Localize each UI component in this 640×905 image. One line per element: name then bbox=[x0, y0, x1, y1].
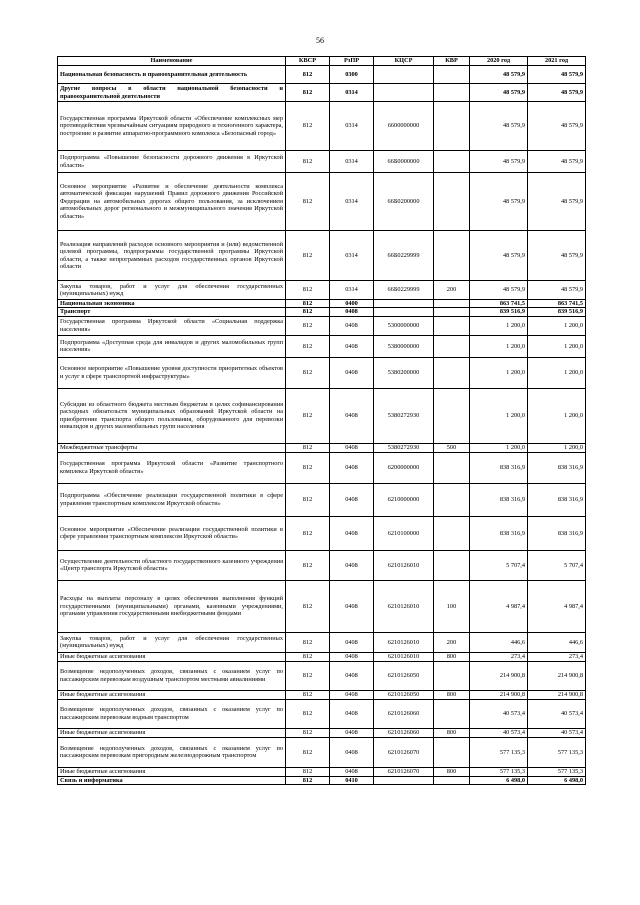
table-cell-2021: 4 987,4 bbox=[528, 580, 586, 632]
table-cell-2021: 839 516,9 bbox=[528, 308, 586, 316]
table-cell-kvr bbox=[434, 335, 470, 357]
table-cell-kvr bbox=[434, 151, 470, 173]
table-cell-kvsr: 812 bbox=[286, 652, 330, 661]
table-cell-2020: 40 573,4 bbox=[470, 728, 528, 737]
table-cell-kcsr: 6210000000 bbox=[374, 483, 434, 516]
table-cell-rzpr: 0410 bbox=[330, 776, 374, 784]
column-header-kvsr: КВСР bbox=[286, 57, 330, 66]
table-cell-2021: 48 579,9 bbox=[528, 281, 586, 300]
table-cell-kcsr: 6210126010 bbox=[374, 632, 434, 652]
table-row bbox=[58, 661, 586, 690]
table-cell-2020: 48 579,9 bbox=[470, 231, 528, 281]
table-cell-name: Другие вопросы в области национальной безопасности и правоохранительной деятельности bbox=[58, 84, 286, 102]
table-cell-kvr bbox=[434, 102, 470, 151]
table-cell-kvr bbox=[434, 231, 470, 281]
table-cell-2021: 48 579,9 bbox=[528, 102, 586, 151]
table-cell-2021: 5 707,4 bbox=[528, 550, 586, 580]
table-cell-name: Подпрограмма «Доступная среда для инвалидов и других маломобильных групп населения» bbox=[58, 335, 286, 357]
table-cell-rzpr: 0408 bbox=[330, 580, 374, 632]
table-cell-name: Основное мероприятие «Повышение уровня доступности приоритетных объектов и услуг в сфере транспортной инфраструктуры» bbox=[58, 357, 286, 388]
column-header-2021: 2021 год bbox=[528, 57, 586, 66]
table-cell-rzpr: 0408 bbox=[330, 632, 374, 652]
table-cell-2020: 838 316,9 bbox=[470, 483, 528, 516]
table-cell-kvsr: 812 bbox=[286, 661, 330, 690]
table-row bbox=[58, 300, 586, 308]
column-header-rzpr: РзПР bbox=[330, 57, 374, 66]
table-cell-name: Закупка товаров, работ и услуг для обеспечения государственных (муниципальных) нужд bbox=[58, 632, 286, 652]
table-row bbox=[58, 66, 586, 84]
table-cell-2020: 214 900,8 bbox=[470, 690, 528, 699]
table-cell-kvsr: 812 bbox=[286, 443, 330, 452]
table-cell-name: Расходы на выплаты персоналу в целях обеспечения выполнения функций государственными (муниципальными) органами, казенными учреждениями, органами управления государственными внебюджетными фондами bbox=[58, 580, 286, 632]
table-cell-rzpr: 0408 bbox=[330, 308, 374, 316]
table-cell-2021: 577 135,3 bbox=[528, 737, 586, 767]
table-cell-kcsr: 5300000000 bbox=[374, 316, 434, 335]
table-cell-kcsr: 6210126070 bbox=[374, 767, 434, 776]
table-cell-kvsr: 812 bbox=[286, 151, 330, 173]
table-cell-kcsr: 5380000000 bbox=[374, 335, 434, 357]
table-cell-rzpr: 0314 bbox=[330, 173, 374, 231]
table-cell-kvr bbox=[434, 316, 470, 335]
table-cell-kvsr: 812 bbox=[286, 308, 330, 316]
table-cell-kvr: 100 bbox=[434, 580, 470, 632]
column-header-kcsr: КЦСР bbox=[374, 57, 434, 66]
table-cell-2021: 48 579,9 bbox=[528, 231, 586, 281]
table-cell-2021: 214 900,8 bbox=[528, 690, 586, 699]
table-cell-rzpr: 0408 bbox=[330, 550, 374, 580]
table-cell-2021: 48 579,9 bbox=[528, 66, 586, 84]
table-cell-kvr bbox=[434, 300, 470, 308]
table-cell-name: Основное мероприятие «Развитие и обеспечение деятельности комплекса автоматической фиксации нарушений Правил дорожного движения Российской Федерации на автомобильных дорогах общего пользования, за исключением автомобильных дорог регионального и межмуниципального значения Иркутской области» bbox=[58, 173, 286, 231]
table-row bbox=[58, 728, 586, 737]
table-cell-kcsr: 6600000000 bbox=[374, 102, 434, 151]
table-cell-2020: 6 498,0 bbox=[470, 776, 528, 784]
table-cell-name: Возмещение недополученных доходов, связанных с оказанием услуг по пассажирским перевозкам воздушным транспортом местными авиалиниями bbox=[58, 661, 286, 690]
table-cell-name: Связь и информатика bbox=[58, 776, 286, 784]
table-cell-kvsr: 812 bbox=[286, 173, 330, 231]
table-cell-kcsr: 66Б0229999 bbox=[374, 281, 434, 300]
table-row bbox=[58, 316, 586, 335]
table-cell-2020: 838 316,9 bbox=[470, 516, 528, 550]
table-body bbox=[58, 66, 586, 785]
table-cell-2021: 1 200,0 bbox=[528, 335, 586, 357]
table-cell-2020: 1 200,0 bbox=[470, 443, 528, 452]
table-cell-kcsr: 6210126050 bbox=[374, 661, 434, 690]
table-cell-kvsr: 812 bbox=[286, 66, 330, 84]
table-cell-kcsr: 6210100000 bbox=[374, 516, 434, 550]
table-cell-2021: 1 200,0 bbox=[528, 388, 586, 443]
table-cell-kvsr: 812 bbox=[286, 737, 330, 767]
page-number: 56 bbox=[316, 36, 324, 45]
table-cell-rzpr: 0408 bbox=[330, 737, 374, 767]
table-row bbox=[58, 737, 586, 767]
table-cell-name: Государственная программа Иркутской области «Развитие транспортного комплекса Иркутской области» bbox=[58, 452, 286, 483]
table-header-row bbox=[58, 57, 586, 66]
table-row bbox=[58, 483, 586, 516]
table-row bbox=[58, 550, 586, 580]
table-cell-kvr bbox=[434, 737, 470, 767]
table-cell-kvr: 200 bbox=[434, 632, 470, 652]
table-cell-name: Возмещение недополученных доходов, связанных с оказанием услуг по пассажирским перевозкам пригородным железнодорожным транспортом bbox=[58, 737, 286, 767]
table-cell-rzpr: 0314 bbox=[330, 102, 374, 151]
table-cell-rzpr: 0314 bbox=[330, 231, 374, 281]
table-cell-name: Иные бюджетные ассигнования bbox=[58, 767, 286, 776]
table-cell-kcsr bbox=[374, 66, 434, 84]
table-cell-kvsr: 812 bbox=[286, 231, 330, 281]
table-cell-kvr bbox=[434, 308, 470, 316]
table-cell-kcsr: 6210126060 bbox=[374, 699, 434, 728]
table-cell-rzpr: 0408 bbox=[330, 767, 374, 776]
table-cell-kvsr: 812 bbox=[286, 102, 330, 151]
table-cell-kvr: 200 bbox=[434, 281, 470, 300]
table-row bbox=[58, 652, 586, 661]
table-cell-2020: 48 579,9 bbox=[470, 281, 528, 300]
table-row bbox=[58, 231, 586, 281]
table-cell-2020: 273,4 bbox=[470, 652, 528, 661]
table-cell-rzpr: 0408 bbox=[330, 388, 374, 443]
table-cell-name: Иные бюджетные ассигнования bbox=[58, 652, 286, 661]
table-cell-rzpr: 0408 bbox=[330, 661, 374, 690]
table-cell-kcsr: 6210126070 bbox=[374, 737, 434, 767]
table-cell-name: Транспорт bbox=[58, 308, 286, 316]
table-cell-kvr bbox=[434, 516, 470, 550]
table-cell-2020: 1 200,0 bbox=[470, 388, 528, 443]
table-cell-2021: 40 573,4 bbox=[528, 699, 586, 728]
table-row bbox=[58, 690, 586, 699]
table-cell-rzpr: 0408 bbox=[330, 316, 374, 335]
budget-table bbox=[57, 56, 586, 785]
table-cell-kvr: 800 bbox=[434, 690, 470, 699]
table-cell-kvsr: 812 bbox=[286, 632, 330, 652]
table-cell-kvsr: 812 bbox=[286, 767, 330, 776]
table-cell-kvr bbox=[434, 550, 470, 580]
table-cell-rzpr: 0408 bbox=[330, 357, 374, 388]
table-cell-kcsr: 6210126010 bbox=[374, 652, 434, 661]
table-cell-kcsr: 66Б0200000 bbox=[374, 173, 434, 231]
table-cell-kvr bbox=[434, 452, 470, 483]
table-cell-kvr bbox=[434, 66, 470, 84]
table-cell-kvr bbox=[434, 699, 470, 728]
table-cell-2021: 40 573,4 bbox=[528, 728, 586, 737]
table-cell-kcsr: 5380272930 bbox=[374, 388, 434, 443]
table-cell-rzpr: 0408 bbox=[330, 516, 374, 550]
table-cell-rzpr: 0400 bbox=[330, 300, 374, 308]
table-cell-name: Национальная безопасность и правоохранительная деятельность bbox=[58, 66, 286, 84]
table-cell-2020: 577 135,3 bbox=[470, 737, 528, 767]
table-cell-name: Национальная экономика bbox=[58, 300, 286, 308]
table-cell-name: Возмещение недополученных доходов, связанных с оказанием услуг по пассажирским перевозкам водным транспортом bbox=[58, 699, 286, 728]
table-cell-2021: 838 316,9 bbox=[528, 516, 586, 550]
table-row bbox=[58, 151, 586, 173]
table-row bbox=[58, 776, 586, 784]
table-cell-kvsr: 812 bbox=[286, 357, 330, 388]
table-cell-kvsr: 812 bbox=[286, 776, 330, 784]
column-header-name: Наименование bbox=[58, 57, 286, 66]
table-cell-kvr bbox=[434, 776, 470, 784]
table-cell-2020: 1 200,0 bbox=[470, 335, 528, 357]
table-cell-2021: 1 200,0 bbox=[528, 357, 586, 388]
table-cell-kvsr: 812 bbox=[286, 335, 330, 357]
table-cell-kcsr: 66Б0000000 bbox=[374, 151, 434, 173]
table-cell-2021: 1 200,0 bbox=[528, 316, 586, 335]
table-cell-kvsr: 812 bbox=[286, 300, 330, 308]
table-cell-rzpr: 0408 bbox=[330, 443, 374, 452]
table-cell-2020: 446,6 bbox=[470, 632, 528, 652]
column-header-2020: 2020 год bbox=[470, 57, 528, 66]
table-cell-2021: 838 316,9 bbox=[528, 452, 586, 483]
table-cell-kvsr: 812 bbox=[286, 483, 330, 516]
table-cell-2020: 577 135,3 bbox=[470, 767, 528, 776]
table-cell-rzpr: 0314 bbox=[330, 84, 374, 102]
table-cell-2021: 48 579,9 bbox=[528, 173, 586, 231]
table-cell-kvsr: 812 bbox=[286, 281, 330, 300]
table-cell-kcsr: 66Б0229999 bbox=[374, 231, 434, 281]
table-cell-kvr bbox=[434, 661, 470, 690]
table-cell-name: Иные бюджетные ассигнования bbox=[58, 728, 286, 737]
table-cell-rzpr: 0408 bbox=[330, 483, 374, 516]
table-cell-rzpr: 0408 bbox=[330, 728, 374, 737]
table-row bbox=[58, 516, 586, 550]
table-row bbox=[58, 452, 586, 483]
table-cell-kvsr: 812 bbox=[286, 728, 330, 737]
table-cell-name: Подпрограмма «Обеспечение реализации государственной политики в сфере управления транспортным комплексом Иркутской области» bbox=[58, 483, 286, 516]
table-row bbox=[58, 173, 586, 231]
table-cell-kvsr: 812 bbox=[286, 516, 330, 550]
table-cell-kvsr: 812 bbox=[286, 699, 330, 728]
table-cell-kvsr: 812 bbox=[286, 452, 330, 483]
table-cell-rzpr: 0408 bbox=[330, 335, 374, 357]
table-cell-kcsr: 5380272930 bbox=[374, 443, 434, 452]
table-cell-kcsr: 6210126010 bbox=[374, 550, 434, 580]
table-cell-kvr: 800 bbox=[434, 728, 470, 737]
table-cell-name: Субсидии из областного бюджета местным бюджетам в целях софинансирования расходных обязательств муниципальных образований Иркутской области на приобретение транспорта общего пользования, оборудованного для перевозки инвалидов и других маломобильных групп населения bbox=[58, 388, 286, 443]
table-cell-2020: 1 200,0 bbox=[470, 316, 528, 335]
table-cell-kcsr bbox=[374, 300, 434, 308]
table-cell-2020: 48 579,9 bbox=[470, 102, 528, 151]
table-cell-2020: 48 579,9 bbox=[470, 151, 528, 173]
table-cell-2020: 1 200,0 bbox=[470, 357, 528, 388]
table-cell-kcsr: 6210126010 bbox=[374, 580, 434, 632]
table-cell-kvsr: 812 bbox=[286, 84, 330, 102]
table-row bbox=[58, 580, 586, 632]
table-cell-name: Межбюджетные трансферты bbox=[58, 443, 286, 452]
table-row bbox=[58, 632, 586, 652]
table-cell-kvr: 800 bbox=[434, 652, 470, 661]
table-row bbox=[58, 388, 586, 443]
table-row bbox=[58, 84, 586, 102]
table-cell-kvr bbox=[434, 357, 470, 388]
table-cell-2020: 214 900,8 bbox=[470, 661, 528, 690]
table-cell-rzpr: 0314 bbox=[330, 281, 374, 300]
table-cell-2020: 48 579,9 bbox=[470, 66, 528, 84]
table-row bbox=[58, 767, 586, 776]
table-cell-2021: 6 498,0 bbox=[528, 776, 586, 784]
table-cell-2020: 4 987,4 bbox=[470, 580, 528, 632]
table-row bbox=[58, 308, 586, 316]
table-cell-2021: 214 900,8 bbox=[528, 661, 586, 690]
table-cell-kvr bbox=[434, 84, 470, 102]
table-cell-2020: 863 741,5 bbox=[470, 300, 528, 308]
table-cell-name: Основное мероприятие «Обеспечение реализации государственной политики в сфере управления транспортным комплексом Иркутской области» bbox=[58, 516, 286, 550]
table-cell-kcsr: 6210126060 bbox=[374, 728, 434, 737]
table-cell-name: Подпрограмма «Повышение безопасности дорожного движения в Иркутской области» bbox=[58, 151, 286, 173]
table-cell-kcsr bbox=[374, 84, 434, 102]
table-cell-name: Государственная программа Иркутской области «Обеспечение комплексных мер противодействия чрезвычайным ситуациям природного и техногенного характера, построение и развитие аппаратно-программного комплекса «Безопасный город» bbox=[58, 102, 286, 151]
table-cell-rzpr: 0408 bbox=[330, 652, 374, 661]
table-cell-name: Государственная программа Иркутской области «Социальная поддержка населения» bbox=[58, 316, 286, 335]
table-cell-name: Реализация направлений расходов основного мероприятия и (или) ведомственной целевой программы, подпрограммы государственной программы Иркутской области, а также непрограммных расходов государственных органов Иркутской области bbox=[58, 231, 286, 281]
table-cell-rzpr: 0408 bbox=[330, 699, 374, 728]
table-cell-kvr bbox=[434, 388, 470, 443]
table-cell-kvsr: 812 bbox=[286, 388, 330, 443]
table-cell-kvr: 800 bbox=[434, 767, 470, 776]
table-cell-kvsr: 812 bbox=[286, 550, 330, 580]
table-cell-2020: 48 579,9 bbox=[470, 84, 528, 102]
table-cell-2021: 446,6 bbox=[528, 632, 586, 652]
table-row bbox=[58, 357, 586, 388]
table-cell-kcsr: 6210126050 bbox=[374, 690, 434, 699]
table-cell-kcsr: 6200000000 bbox=[374, 452, 434, 483]
table-row bbox=[58, 443, 586, 452]
table-row bbox=[58, 335, 586, 357]
table-cell-2021: 1 200,0 bbox=[528, 443, 586, 452]
table-cell-2020: 838 316,9 bbox=[470, 452, 528, 483]
table-cell-2020: 5 707,4 bbox=[470, 550, 528, 580]
table-cell-2020: 48 579,9 bbox=[470, 173, 528, 231]
table-row bbox=[58, 281, 586, 300]
table-cell-rzpr: 0408 bbox=[330, 690, 374, 699]
table-cell-kcsr bbox=[374, 308, 434, 316]
table-cell-2021: 577 135,3 bbox=[528, 767, 586, 776]
table-cell-name: Закупка товаров, работ и услуг для обеспечения государственных (муниципальных) нужд bbox=[58, 281, 286, 300]
table-cell-name: Иные бюджетные ассигнования bbox=[58, 690, 286, 699]
column-header-kvr: КВР bbox=[434, 57, 470, 66]
table-cell-2021: 273,4 bbox=[528, 652, 586, 661]
table-cell-2021: 838 316,9 bbox=[528, 483, 586, 516]
table-cell-2020: 40 573,4 bbox=[470, 699, 528, 728]
table-cell-rzpr: 0314 bbox=[330, 151, 374, 173]
table-cell-kvsr: 812 bbox=[286, 690, 330, 699]
table-cell-2021: 48 579,9 bbox=[528, 84, 586, 102]
table-row bbox=[58, 699, 586, 728]
table-cell-kcsr: 5380200000 bbox=[374, 357, 434, 388]
table-cell-kcsr bbox=[374, 776, 434, 784]
table-row bbox=[58, 102, 586, 151]
table-cell-kvr: 500 bbox=[434, 443, 470, 452]
table-cell-kvsr: 812 bbox=[286, 316, 330, 335]
table-cell-name: Осуществление деятельности областного государственного казенного учреждения «Центр транспорта Иркутской области» bbox=[58, 550, 286, 580]
table-cell-2021: 863 741,5 bbox=[528, 300, 586, 308]
table-cell-rzpr: 0408 bbox=[330, 452, 374, 483]
table-cell-rzpr: 0300 bbox=[330, 66, 374, 84]
table-cell-2020: 839 516,9 bbox=[470, 308, 528, 316]
table-cell-kvr bbox=[434, 483, 470, 516]
table-cell-kvsr: 812 bbox=[286, 580, 330, 632]
table-cell-2021: 48 579,9 bbox=[528, 151, 586, 173]
table-cell-kvr bbox=[434, 173, 470, 231]
